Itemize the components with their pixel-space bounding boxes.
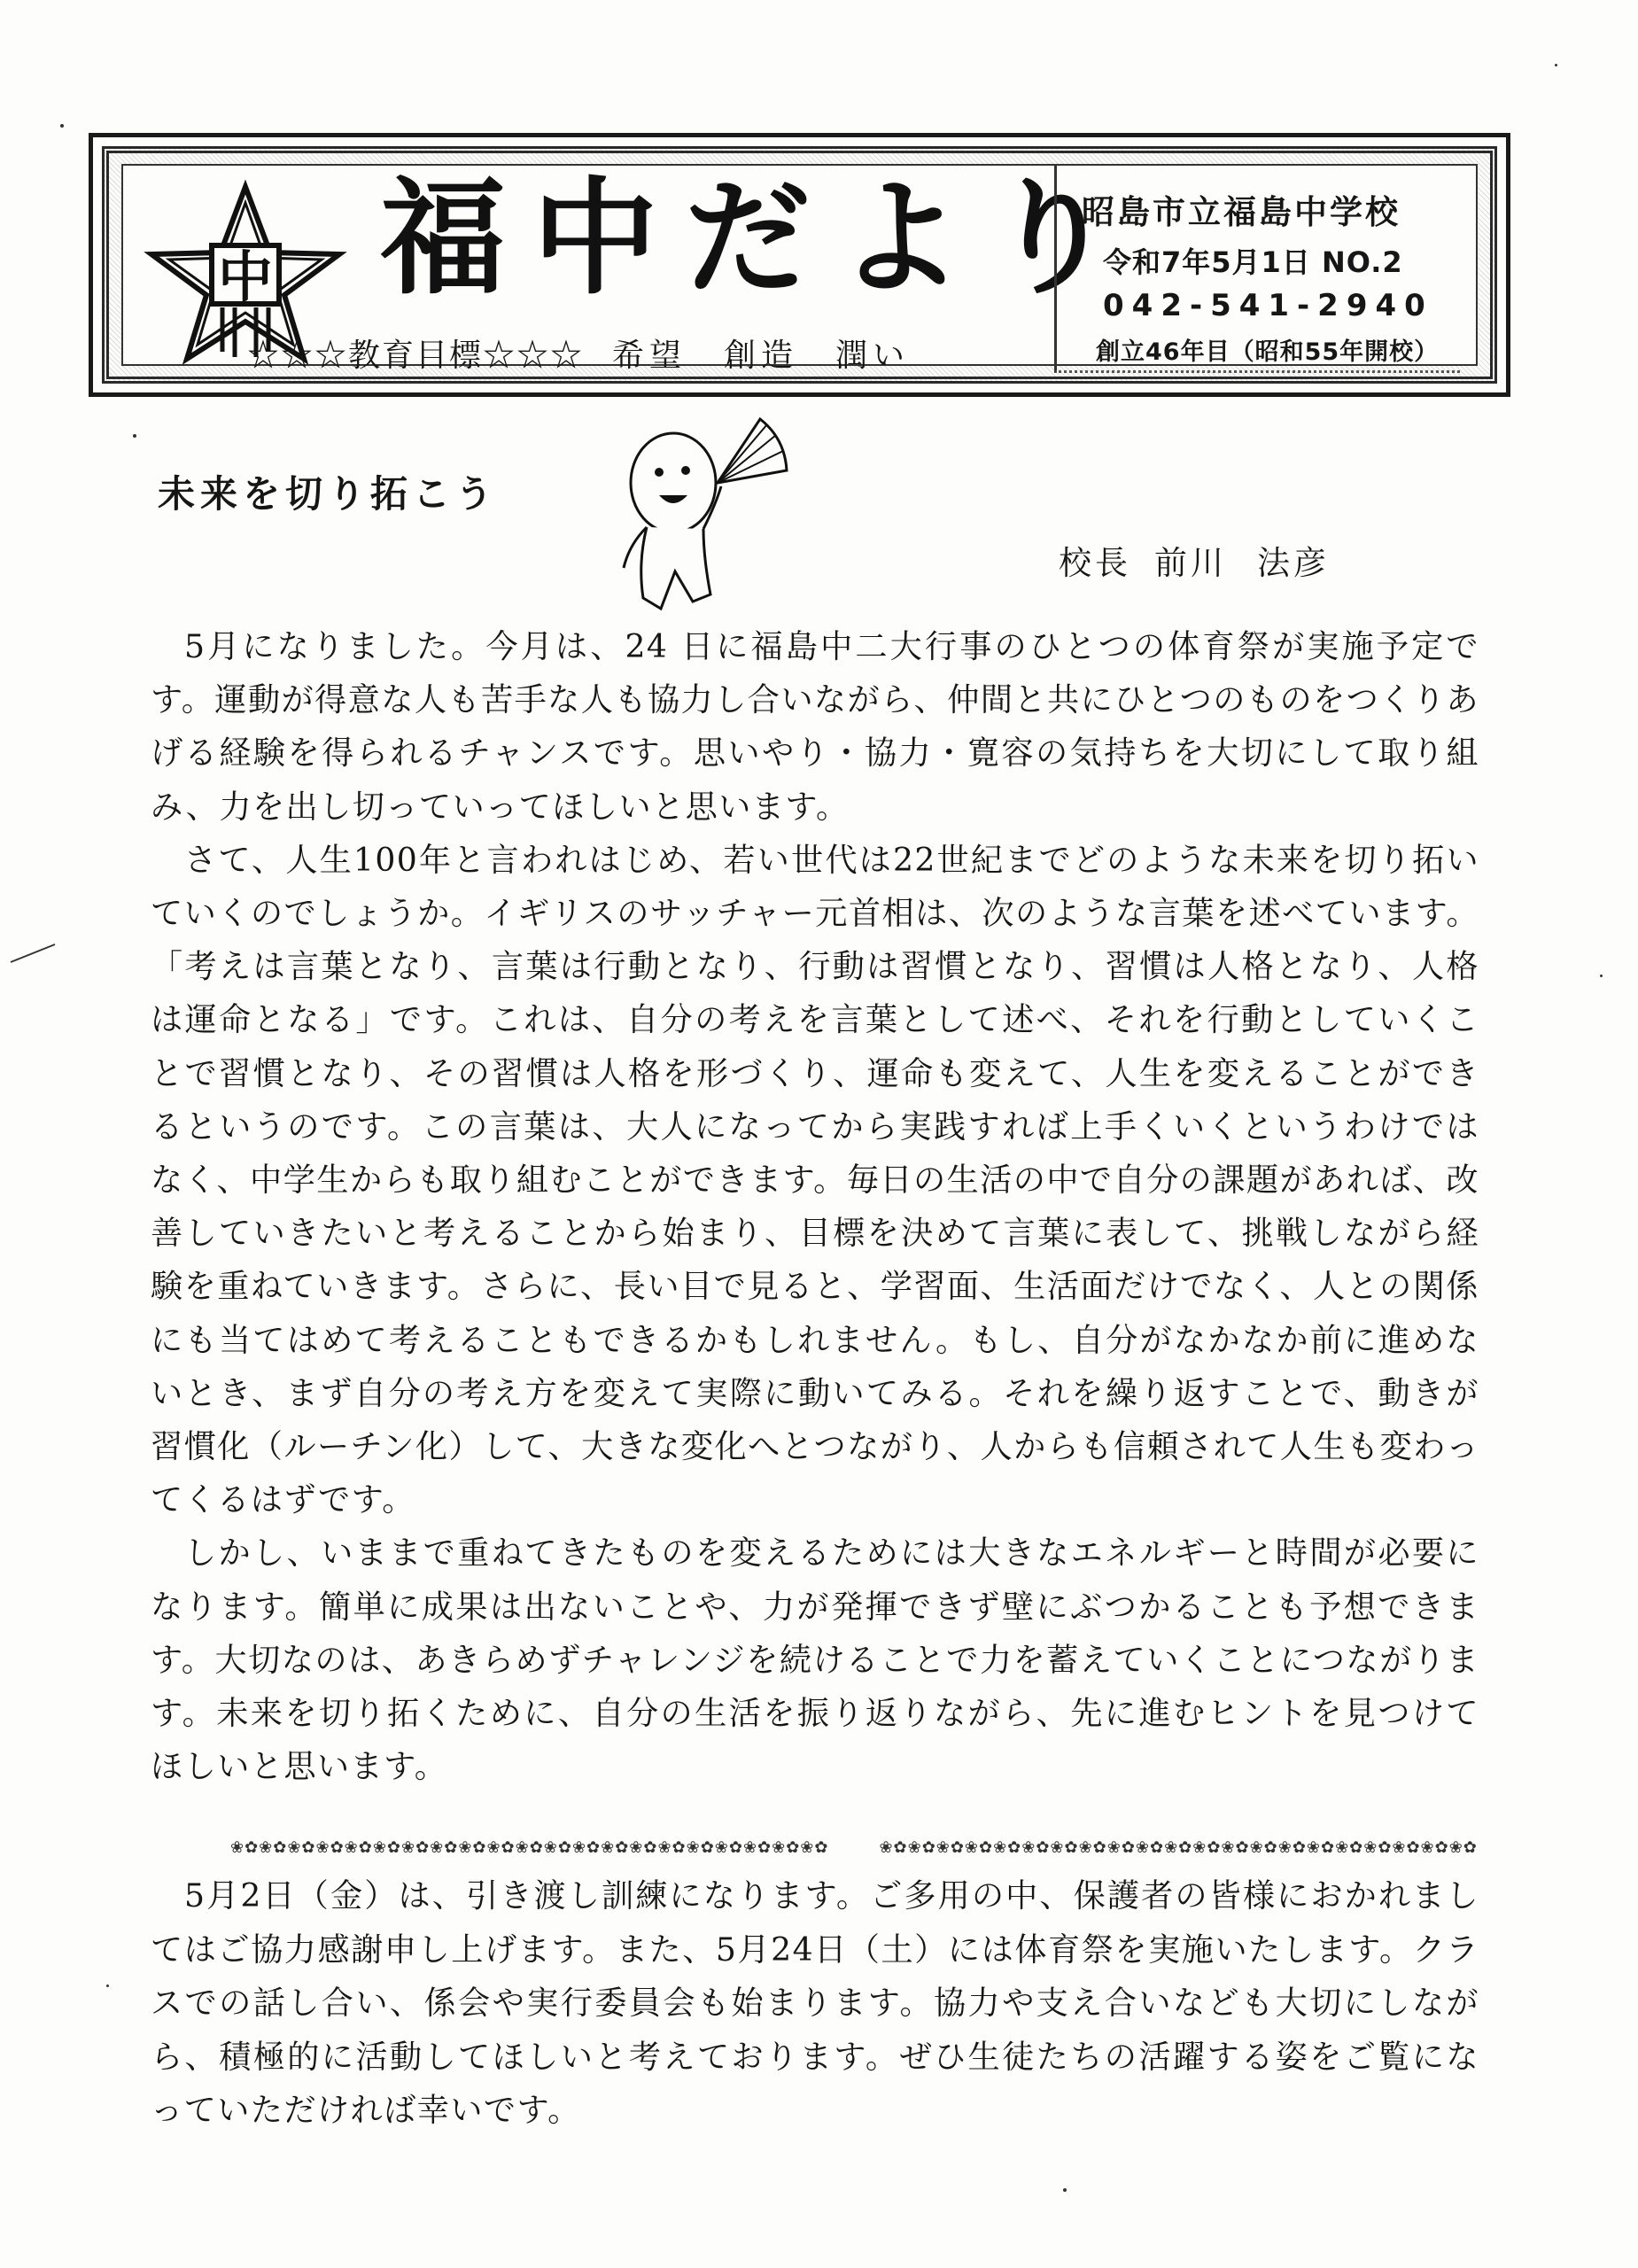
emblem-text: 中 [217,245,274,309]
article-paragraph: 5月になりました。今月は、24 日に福島中二大行事のひとつの体育祭が実施予定です。運動が得意な人も苦手な人も協力し合いながら、仲間と共にひとつのものをつくりあげる経験を得られるチャンスです。思いやり・協力・寛容の気持ちを大切にして取り組み、力を出し切っていってほしいと思います。 [151,627,1479,826]
scan-speck [1063,2188,1067,2192]
school-name: 昭島市立福島中学校 [1082,193,1401,231]
author-line [1059,536,1330,584]
education-goals [247,330,910,376]
scan-speck [106,1984,109,1987]
goals-label: ☆☆☆教育目標☆☆☆ [247,338,585,374]
issue-date-number: 令和7年5月1日 NO.2 [1103,245,1403,279]
article-body [151,620,1479,1793]
notice-paragraph: 5月2日（金）は、引き渡し訓練になります。ご多用の中、保護者の皆様におかれましてはご協力感謝申し上げます。また、5月24日（土）には体育祭を実施いたします。クラスでの話し合い、係会や実行委員会も始まります。協力や支え合いなども大切にしながら、積極的に活動してほしいと考えております。ぜひ生徒たちの活躍する姿をご覧になっていただければ幸いです。 [151,1876,1479,2129]
scan-stroke [7,939,60,966]
masthead-frame [102,146,1497,384]
scan-speck [1600,975,1603,977]
school-info-box [1054,166,1460,373]
founded-note: 創立46年目（昭和55年開校） [1096,338,1440,366]
author-name [1154,544,1330,582]
masthead [89,133,1510,397]
author-family-name: 前川 [1154,544,1227,582]
scan-speck [133,434,136,438]
author-given-name: 法彦 [1257,544,1330,582]
article-paragraph: しかし、いままで重ねてきたものを変えるためには大きなエネルギーと時間が必要になります。簡単に成果は出ないことや、力が発揮できず壁にぶつかることも予想できます。大切なのは、あきらめずチャレンジを続けることで力を蓄えていくことにつながります。未来を切り拓くために、自分の生活を振り返りながら、先に進むヒントを見つけてほしいと思います。 [151,1534,1479,1786]
masthead-panel [121,164,1478,374]
scan-speck [1555,64,1557,66]
event-notice [151,1869,1479,2138]
scan-speck [60,124,64,128]
goals-values: 希望 創造 潤い [612,338,911,374]
phone-number: 042-541-2940 [1103,288,1433,323]
newsletter-title: 福中だより [380,166,1142,312]
mascot-fan-illustration-icon [611,412,788,611]
author-role: 校長 [1059,544,1131,582]
decorative-divider: ❀✿❀✿❀✿❀✿❀✿❀✿❀✿❀✿❀✿❀✿❀✿❀✿❀✿❀✿❀✿❀✿❀✿❀✿❀✿❀✿❀✿ ❀✿❀✿❀✿❀✿❀✿❀✿❀✿❀✿❀✿❀✿❀✿❀✿❀✿❀✿❀✿❀✿❀✿❀✿❀✿❀✿❀✿ [230,1838,1478,1857]
article-paragraph: さて、人生100年と言われはじめ、若い世代は22世紀までどのような未来を切り拓いていくのでしょうか。イギリスのサッチャー元首相は、次のような言葉を述べています。「考えは言葉となり、言葉は行動となり、行動は習慣となり、習慣は人格となり、人格は運命となる」です。これは、自分の考えを言葉として述べ、それを行動としていくことで習慣となり、その習慣は人格を形づくり、運命も変えて、人生を変えることができるというのです。この言葉は、大人になってから実践すれば上手くいくというわけではなく、中学生からも取り組むことができます。毎日の生活の中で自分の課題があれば、改善していきたいと考えることから始まり、目標を決めて言葉に表して、挑戦しながら経験を重ねていきます。さらに、長い目で見ると、学習面、生活面だけでなく、人との関係にも当てはめて考えることもできるかもしれません。もし、自分がなかなか前に進めないとき、まず自分の考え方を変えて実際に動いてみる。それを繰り返すことで、動きが習慣化（ルーチン化）して、大きな変化へとつながり、人からも信頼されて人生も変わってくるはずです。 [151,840,1479,1519]
article-headline: 未来を切り拓こう [158,472,499,516]
